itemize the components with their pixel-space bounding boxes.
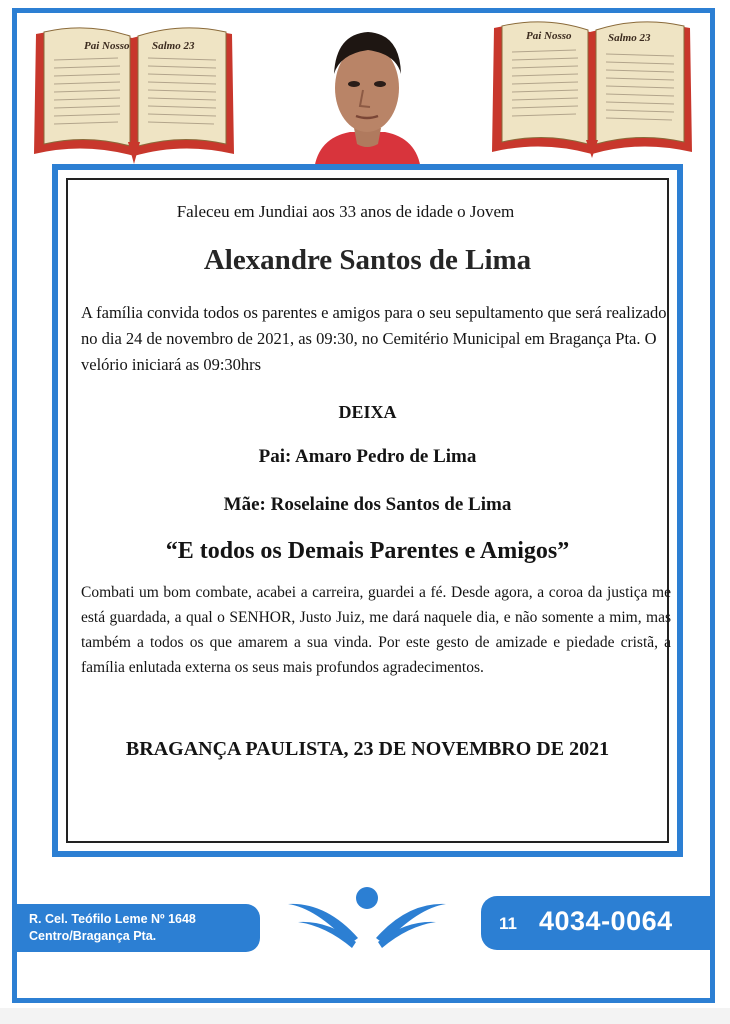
open-bible-icon bbox=[490, 18, 695, 158]
deceased-name: Alexandre Santos de Lima bbox=[203, 244, 532, 276]
address-line-2: Centro/Bragança Pta. bbox=[29, 929, 157, 943]
notice-inner-border bbox=[66, 178, 669, 843]
death-announcement: Faleceu em Jundiai aos 33 anos de idade o Jovem bbox=[176, 202, 515, 221]
portrait-photo bbox=[310, 20, 425, 170]
bible-title-pai-nosso: Pai Nosso bbox=[84, 40, 130, 52]
father-name: Pai: Amaro Pedro de Lima bbox=[258, 446, 477, 467]
bottom-strip bbox=[0, 1008, 730, 1024]
other-relatives: “E todos os Demais Parentes e Amigos” bbox=[165, 538, 570, 564]
bible-title-salmo: Salmo 23 bbox=[608, 32, 651, 44]
phone-area-code: 11 bbox=[499, 914, 517, 933]
obituary-notice bbox=[52, 164, 683, 857]
address-badge bbox=[17, 904, 260, 952]
open-bible-icon bbox=[32, 24, 237, 164]
funeral-home-logo-icon bbox=[286, 884, 448, 950]
survived-by-heading: DEIXA bbox=[338, 402, 397, 422]
phone-number: 4034-0064 bbox=[539, 906, 673, 936]
bible-title-salmo: Salmo 23 bbox=[152, 40, 195, 52]
phone-badge bbox=[481, 896, 713, 950]
bible-image-right bbox=[490, 18, 695, 158]
bible-verse-message: Combati um bom combate, acabei a carreira, guardei a fé. Desde agora, a coroa da justiça me está guardada, a qual o SENHOR, Justo Juiz, me dará naquele dia, e não somente a mim, mas também a todos os que amarem a sua vinda. Por este gesto de amizade e piedade cristã, a família enlutada externa os seus mais profundos agradecimentos. bbox=[81, 584, 671, 676]
address-line-1: R. Cel. Teófilo Leme Nº 1648 bbox=[29, 912, 196, 926]
place-and-date: BRAGANÇA PAULISTA, 23 DE NOVEMBRO DE 2021 bbox=[125, 738, 610, 760]
funeral-details: A família convida todos os parentes e amigos para o seu sepultamento que será realizado no dia 24 de novembro de 2021, as 09:30, no Cemitério Municipal em Bragança Pta. O velório iniciará as 09:30hrs bbox=[81, 303, 667, 374]
bible-image-left bbox=[32, 24, 237, 164]
mother-name: Mãe: Roselaine dos Santos de Lima bbox=[223, 494, 512, 515]
bible-title-pai-nosso: Pai Nosso bbox=[526, 30, 572, 42]
